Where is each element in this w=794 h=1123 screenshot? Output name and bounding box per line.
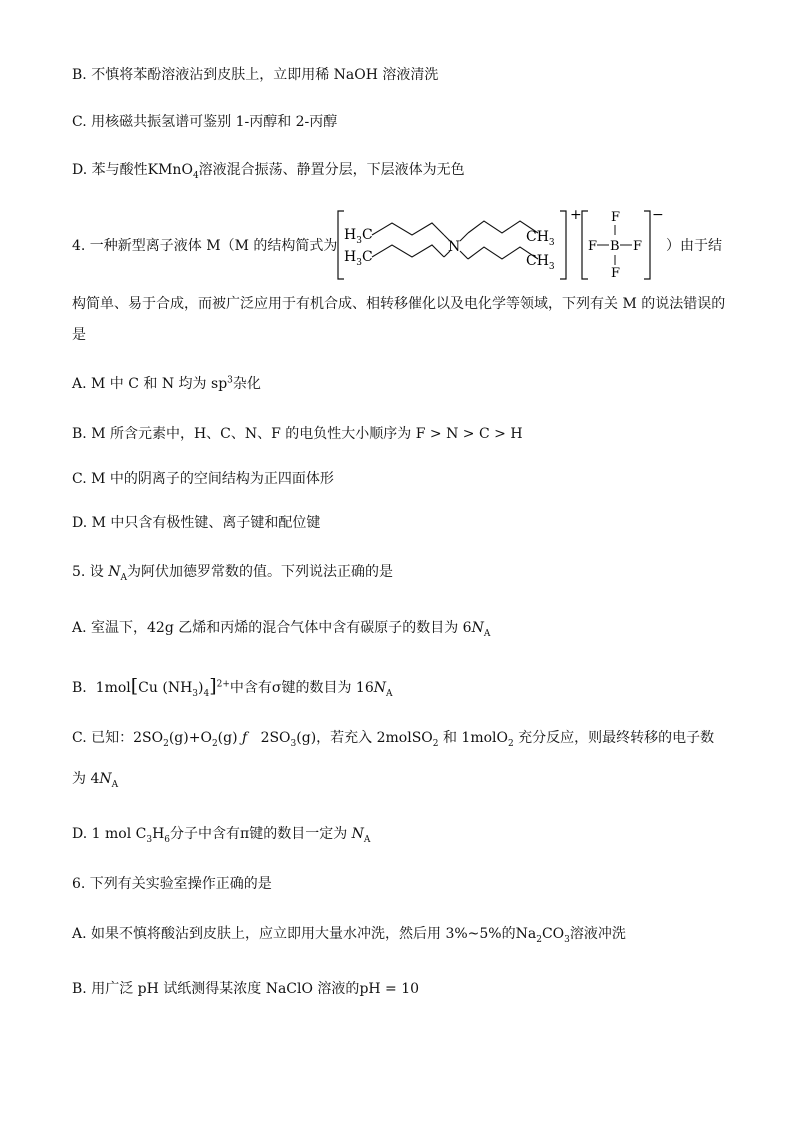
q5-stem-prefix: 5. 设 [72,564,104,580]
q6-option-a-suffix: 溶液冲洗 [569,926,626,942]
q3-option-d-suffix: 溶液混合振荡、静置分层，下层液体为无色 [198,162,465,178]
anion-bracket-right [644,211,650,279]
boron-atom: B [610,239,620,254]
equation-g: (g) [217,730,238,746]
h3c-bottom: $H_3C$ [344,249,373,268]
equation-so3-sub: 3 [290,738,297,749]
q5-option-b-label: B. [72,680,87,696]
q6-option-b-text: B. 用广泛 pH 试纸测得某浓度 NaClO 溶液的 [72,981,360,997]
anion-charge: − [652,207,664,223]
chain-lower-left [372,245,444,257]
chain-upper-left [372,223,444,235]
q6-option-a [72,925,626,944]
propene-h: H [152,826,165,842]
h3c-top: $H_3C$ [344,227,373,246]
fluorine-bottom: F [611,266,621,281]
complex-nh3-close: ) [198,680,204,696]
q3-option-d [72,161,465,180]
q5-option-b [72,674,393,700]
fluorine-top: F [611,210,621,225]
q6-stem: 6. 下列有关实验室操作正确的是 [72,876,272,892]
q5-option-c-label: C. 已知： [72,730,134,746]
q5-option-d-na-sub: A [363,834,371,845]
q5-option-d-text: 分子中含有π键的数目一定为 [170,826,348,842]
q5-stem-suffix: 为阿伏加德罗常数的值。下列说法正确的是 [127,564,394,580]
kmno4-subscript: 4 [192,170,199,181]
q5-option-a-text: A. 室温下，42g 乙烯和丙烯的混合气体中含有碳原子的数目为 6 [72,620,472,636]
q3-option-d-prefix: D. 苯与酸性 [72,162,148,178]
bond-n-lower-right [460,251,468,259]
q5-option-c-na: N [99,771,112,787]
complex-ligand-count: 4 [203,688,210,699]
q5-option-d [72,825,370,844]
q5-option-c-cont-text: 为 4 [72,771,100,787]
q4-stem-prefix: 4. 一种新型离子液体 M（M 的结构简式为 [72,238,338,254]
q5-option-c-mid2: 和 1molO [438,730,508,746]
bond-n-upper-right [460,233,468,241]
equation-g-right: (g) [296,730,317,746]
q5-option-c-mid: ，若充入 2molSO [316,730,433,746]
na2co3-na-sub: 2 [536,934,542,945]
q5-option-a [72,619,490,638]
propene-c-sub: 3 [146,834,153,845]
q5-option-c-so2-sub: 2 [432,738,439,749]
q5-option-b-na-sub: A [386,688,393,699]
ionic-liquid-structure [334,205,662,285]
complex-cu: Cu [138,680,158,696]
q4-option-b: B. M 所含元素中，H、C、N、F 的电负性大小顺序为 F > N > C > H [72,426,523,442]
structure-svg [334,205,662,285]
cation-charge: + [570,207,582,223]
equation-g-o2: (g)+O [168,730,212,746]
q5-option-c-o2-sub: 2 [507,738,514,749]
kmno4-formula: KMnO [147,162,193,178]
q5-option-c-suffix: 充分反应，则最终转移的电子数 [513,730,715,746]
na2co3-co: CO [541,926,565,942]
ph-value: pH = 10 [359,981,420,997]
q5-option-a-na: N [471,620,484,636]
q4-stem-suffix: ）由于结 [666,238,722,254]
ch3-top: $CH_3$ [526,229,555,248]
complex-charge: 2+ [216,679,230,690]
complex-nh3-sub: 3 [192,688,199,699]
q4-option-d: D. M 中只含有极性键、离子键和配位键 [72,515,321,531]
q5-option-d-prefix: D. 1 mol C [72,826,147,842]
na2co3-co-sub: 3 [564,934,570,945]
sp3-superscript: 3 [227,375,233,386]
q4-stem-continued: 构简单、易于合成，而被广泛应用于有机合成、相转移催化以及电化学等领域，下列有关 M 的说法错误的 [72,296,726,312]
q6-option-b [72,980,419,999]
avogadro-subscript: A [120,572,128,583]
cation-bracket-left [338,211,344,279]
q3-option-c: C. 用核磁共振氢谱可鉴别 1-丙醇和 2-丙醇 [72,114,338,130]
q4-option-a-prefix: A. M 中 C 和 N 均为 sp [72,376,228,392]
q5-option-b-mol: 1mol [95,680,131,696]
equation-o2-sub: 2 [211,738,218,749]
nitrogen-atom: N [448,239,461,255]
q5-option-d-na: N [351,826,364,842]
na2co3-na: Na [515,926,537,942]
equation-so2-sub: 2 [163,738,169,749]
propene-h-sub: 6 [164,834,171,845]
q4-option-c: C. M 中的阴离子的空间结构为正四面体形 [72,471,334,487]
complex-bracket-open: [ [130,675,139,697]
q5-option-b-text: 中含有σ键的数目为 16 [229,680,374,696]
ch3-bottom: $CH_3$ [526,253,555,272]
fluorine-right: F [633,239,643,254]
equilibrium-arrow: ƒ [242,730,248,746]
fluorine-left: F [588,239,598,254]
q3-option-b: B. 不慎将苯酚溶液沾到皮肤上，立即用稀 NaOH 溶液清洗 [72,67,439,83]
q4-stem-end: 是 [72,327,86,343]
equation-right: 2SO [260,730,291,746]
complex-bracket-close: ] [209,675,217,697]
cation-bracket-right [560,211,566,279]
q5-option-a-na-sub: A [483,628,491,639]
q5-option-b-na: N [373,680,386,696]
q5-option-c-continued [72,770,118,789]
q5-option-c-na-sub: A [111,779,119,790]
q6-option-a-text: A. 如果不慎将酸沾到皮肤上，应立即用大量水冲洗，然后用 3%~5%的 [72,926,516,942]
q5-option-c [72,729,714,748]
equation-left: 2SO [133,730,164,746]
q5-stem [72,563,393,582]
q4-option-a-suffix: 杂化 [232,376,261,392]
complex-nh3: (NH [162,680,193,696]
q4-option-a [72,375,261,394]
avogadro-symbol: N [108,564,121,580]
